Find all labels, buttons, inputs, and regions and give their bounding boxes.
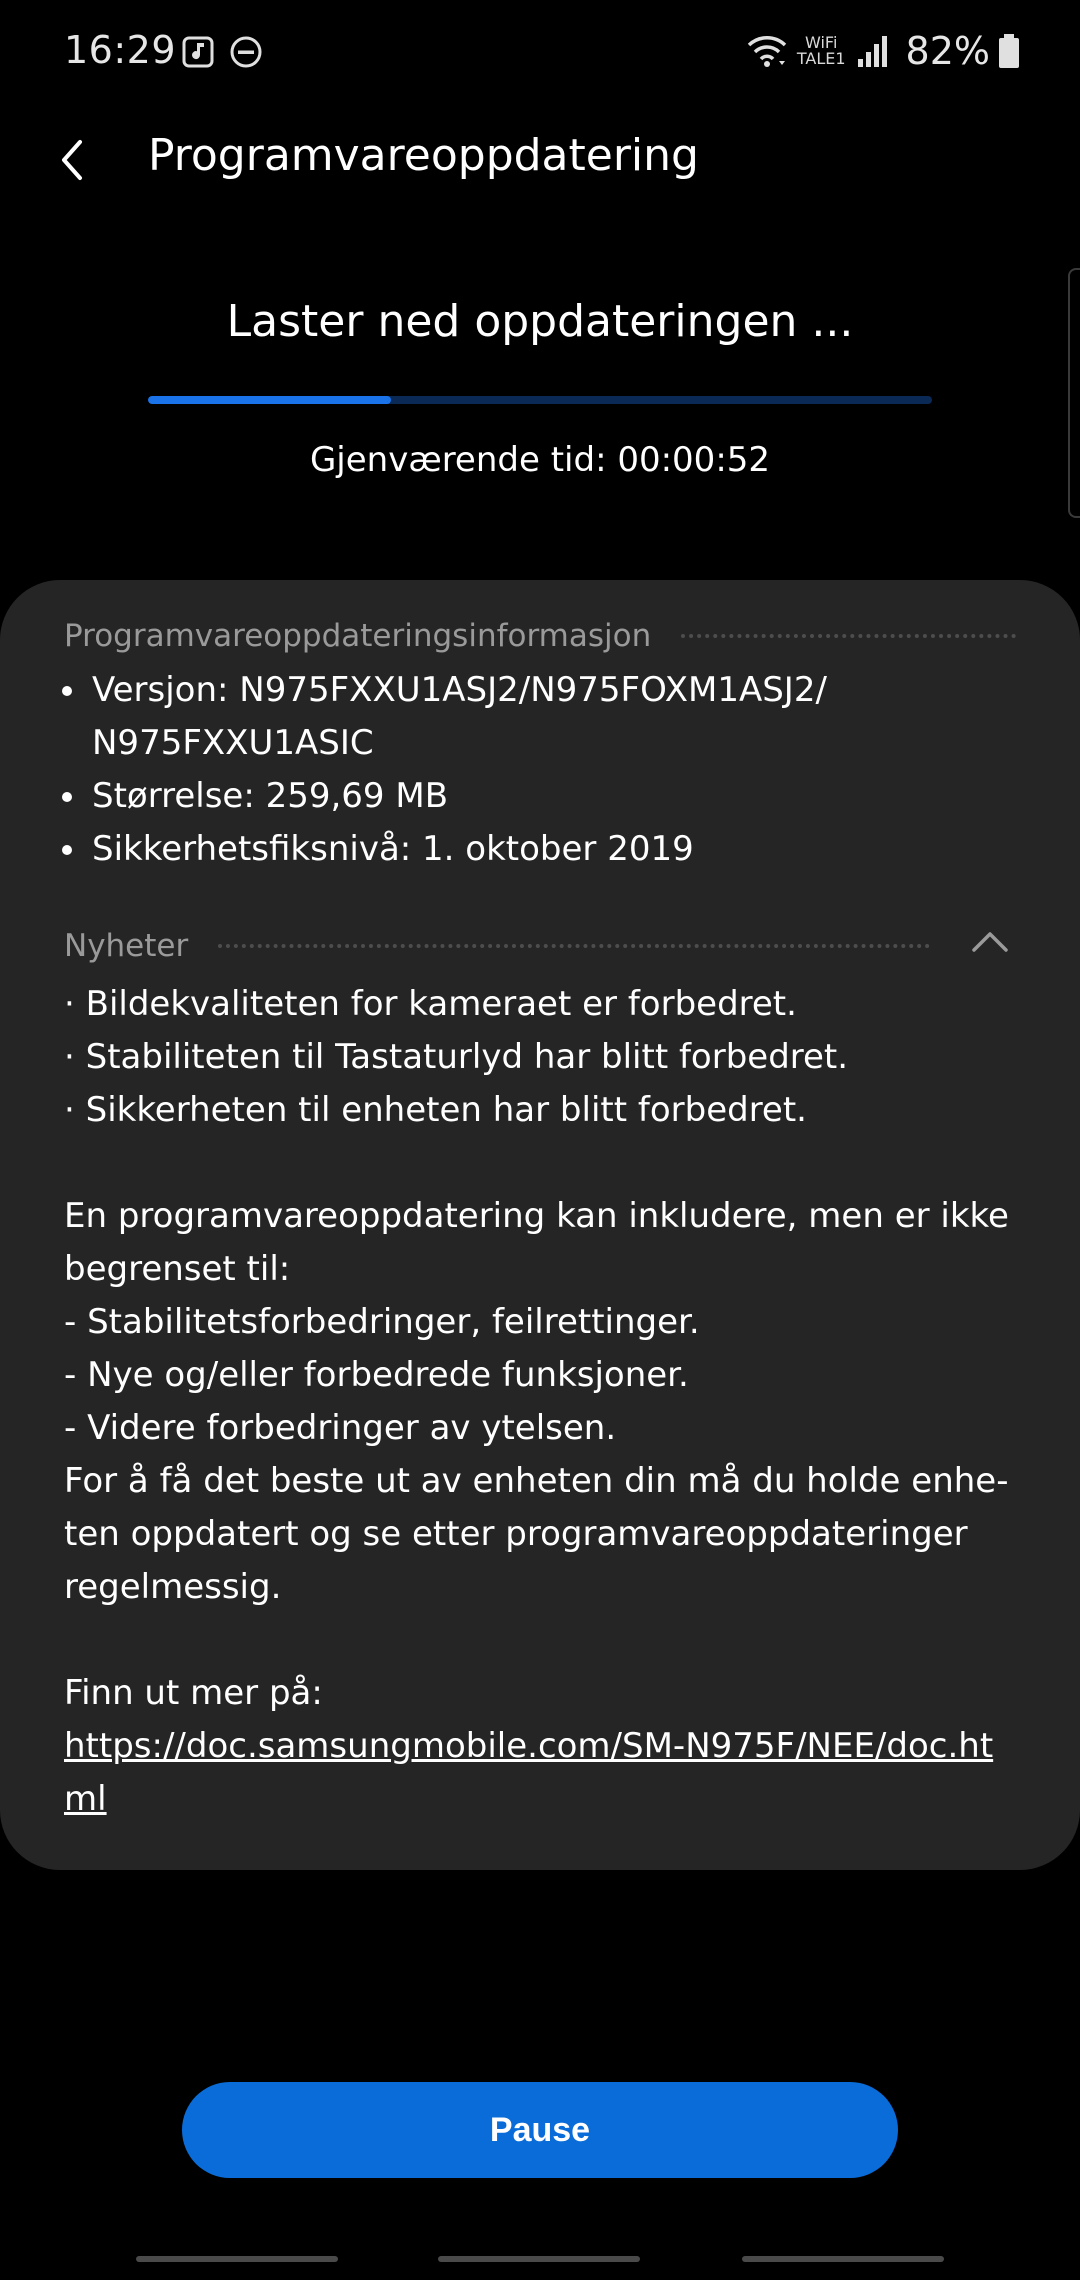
nav-recents-hint[interactable] [136, 2256, 338, 2262]
version-item: Versjon: N975FXXU1ASJ2/N975FOXM1ASJ2/ N975FXXU1ASIC [60, 664, 1020, 770]
chevron-left-icon [54, 136, 90, 184]
do-not-disturb-icon [228, 34, 264, 70]
section-divider [681, 634, 1016, 638]
pause-button[interactable]: Pause [182, 2082, 898, 2178]
download-status: Laster ned oppdateringen ... [226, 296, 854, 347]
section-divider [218, 944, 930, 948]
update-info-card[interactable] [0, 580, 1080, 1870]
wifi-label-line1: WiFi [804, 33, 838, 52]
music-note-icon [180, 34, 216, 70]
status-bar [0, 0, 1080, 104]
nav-home-hint[interactable] [438, 2256, 640, 2262]
signal-icon [856, 33, 890, 69]
status-right-group [745, 26, 1020, 76]
wifi-icon [745, 33, 789, 69]
status-time: 16:29 [64, 28, 177, 72]
news-section-title: Nyheter [64, 928, 189, 964]
wifi-network-label [797, 35, 846, 67]
scroll-handle[interactable] [1068, 268, 1080, 518]
release-notes-link[interactable]: https://doc.samsungmobile.com/SM-N975F/NEE/doc.html [64, 1726, 994, 1819]
page-title: Programvareoppdatering [148, 130, 699, 181]
chevron-up-icon[interactable] [968, 920, 1012, 964]
download-progress-bar [148, 396, 932, 404]
battery-icon [998, 33, 1020, 69]
remaining-time: Gjenværende tid: 00:00:52 [309, 440, 771, 480]
size-item: Størrelse: 259,69 MB [60, 770, 1020, 823]
wifi-label-line2: TALE1 [796, 49, 846, 68]
battery-percentage: 82% [905, 29, 990, 73]
news-section-header [64, 928, 930, 964]
info-section-header [64, 618, 1016, 654]
download-progress-fill [148, 396, 391, 404]
info-section-title: Programvareoppdateringsinformasjon [64, 618, 652, 654]
news-body: · Bildekvaliteten for kameraet er forbedret. · Stabiliteten til Tastaturlyd har blitt forbedret. · Sikkerheten til enheten har blitt forbedret. En programvareoppdatering kan inkludere, men er ikke begrenset til: - Stabilitetsforbedringer, feilrettinger. - Nye og/eller forbedrede funksjoner. - Videre forbedringer av ytelsen. For å få det beste ut av enheten din må du holde enheten oppdatert og se etter programvareoppdateringer regelmessig. Finn ut mer på: [64, 984, 1009, 1713]
nav-back-hint[interactable] [742, 2256, 944, 2262]
update-info-list [60, 664, 1020, 876]
back-button[interactable] [40, 124, 104, 196]
security-level-item: Sikkerhetsfiksnivå: 1. oktober 2019 [60, 823, 1020, 876]
